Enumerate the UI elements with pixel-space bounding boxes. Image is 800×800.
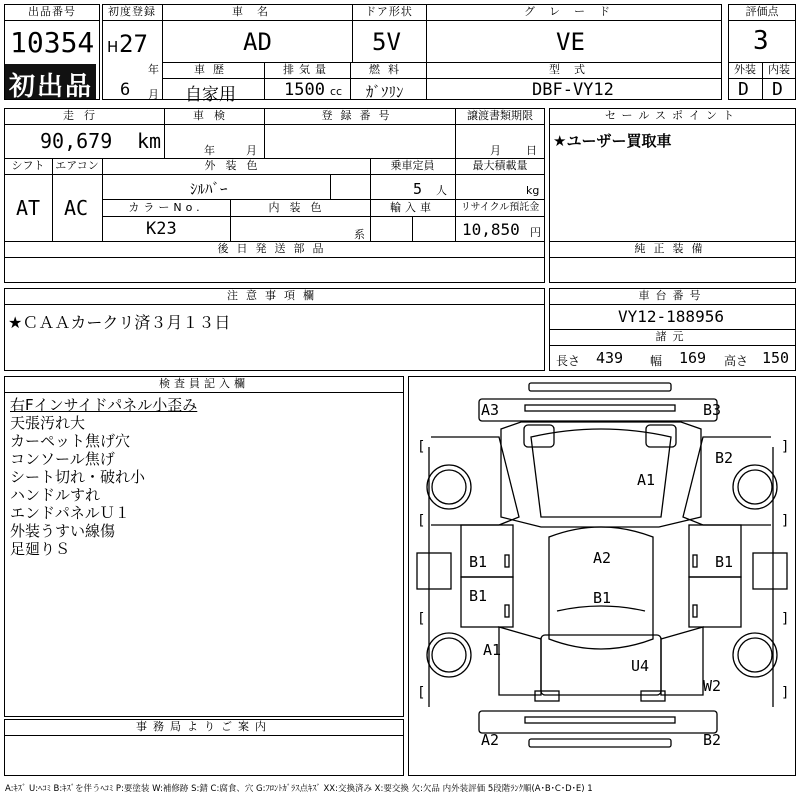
remark-line: 右Fインサイドパネル小歪み: [10, 396, 198, 414]
history-label: 車歴: [194, 63, 232, 76]
damage-mark: A1: [483, 641, 502, 659]
svg-text:]: ]: [781, 685, 790, 701]
svg-text:[: [: [417, 513, 426, 529]
height: 150: [762, 349, 790, 367]
inspection-label: 車検: [193, 109, 235, 122]
mileage-label: 走行: [63, 109, 105, 122]
exterior-grade-label: 外装: [734, 63, 756, 76]
remark-line: コンソール焦げ: [10, 450, 115, 468]
recycle-unit: 円: [530, 226, 541, 239]
specs-label: 諸元: [655, 330, 690, 343]
lot-label: 出品番号: [28, 5, 76, 18]
car-diagram: [408, 376, 796, 776]
score: 3: [753, 26, 769, 56]
svg-text:]: ]: [781, 513, 790, 529]
car-name-label: 車名: [232, 5, 282, 18]
remark-line: カーペット焦げ穴: [10, 432, 131, 450]
mileage-unit: km: [137, 129, 162, 153]
damage-mark: A2: [481, 731, 500, 749]
mileage: 90,679: [40, 129, 113, 153]
remark-line: シート切れ・破れ小: [10, 468, 146, 486]
exterior-color-label: 外装色: [204, 159, 268, 172]
remark-line: エンドパネルＵ１: [10, 504, 130, 522]
remark-line: 天張汚れ大: [10, 414, 86, 432]
max-load-unit: kg: [526, 184, 540, 197]
inspection-month-unit: 月: [246, 144, 257, 157]
grade-label: グレード: [524, 5, 624, 18]
exterior-grade: D: [738, 79, 749, 100]
car-diagram-drawing: [409, 377, 795, 775]
damage-mark: B3: [703, 401, 722, 419]
damage-mark: A2: [593, 549, 612, 567]
height-label: 高さ: [724, 354, 749, 368]
chassis-label: 車台番号: [638, 289, 707, 302]
remark-line: ハンドルすれ: [10, 486, 101, 504]
damage-mark: B2: [715, 449, 734, 467]
sales-point-label: セールスポイント: [604, 109, 740, 122]
genuine-label: 純正装備: [634, 242, 711, 255]
svg-text:]: ]: [781, 611, 790, 627]
later-parts-label: 後日発送部品: [217, 242, 332, 255]
fuel: ｶﾞｿﾘﾝ: [366, 83, 404, 101]
damage-mark: B1: [469, 587, 488, 605]
chassis: VY12-188956: [618, 307, 724, 326]
door-label: ドア形状: [365, 5, 413, 18]
remark-line: 外装うすい線傷: [10, 522, 116, 540]
recycle: 10,850: [462, 220, 520, 239]
model: DBF-VY12: [532, 80, 614, 100]
caution-label: 注意事項欄: [227, 289, 322, 302]
sales-point: ★ユーザー買取車: [553, 132, 672, 150]
damage-mark: A1: [637, 471, 656, 489]
exterior-color: ｼﾙﾊﾞｰ: [190, 180, 228, 198]
fuel-label: 燃料: [369, 63, 407, 76]
shift-label: シフト: [11, 159, 45, 172]
svg-text:]: ]: [781, 439, 790, 455]
damage-mark: B1: [469, 553, 488, 571]
inspector-label: 検査員記入欄: [159, 377, 249, 390]
color-no-label: カラーNo.: [128, 201, 204, 214]
transfer-month-unit: 月: [490, 144, 501, 157]
inspection-year-unit: 年: [204, 144, 215, 157]
interior-color-unit: 系: [354, 228, 365, 241]
capacity: 5: [413, 180, 423, 198]
score-label: 評価点: [745, 5, 779, 18]
damage-mark: B1: [593, 589, 612, 607]
model-label: 型式: [549, 63, 599, 76]
displacement-unit: cc: [330, 85, 343, 98]
reg-number-label: 登録番号: [321, 109, 398, 122]
import-label: 輸入車: [390, 201, 435, 214]
reg-month: 6: [120, 80, 131, 100]
ac: AC: [64, 196, 89, 220]
capacity-unit: 人: [436, 184, 447, 197]
car-name: AD: [243, 28, 272, 56]
displacement-label: 排気量: [283, 63, 331, 76]
reg-year: 27: [119, 30, 148, 58]
capacity-label: 乗車定員: [390, 159, 435, 172]
damage-mark: U4: [631, 657, 650, 675]
interior-color-label: 内装色: [268, 201, 332, 214]
damage-mark: B1: [715, 553, 734, 571]
interior-grade: D: [772, 79, 783, 100]
width-label: 幅: [650, 354, 663, 368]
caution-text: ★ＣＡＡカークリ済３月１３日: [8, 313, 231, 332]
recycle-label: リサイクル預託金: [460, 202, 540, 213]
damage-mark: B2: [703, 731, 722, 749]
inspector-remarks: [10, 396, 197, 558]
damage-mark: A3: [481, 401, 500, 419]
legend: A:ｷｽﾞ U:ﾍｺﾐ B:ｷｽﾞを伴うﾍｺﾐ P:要塗装 W:補修跡 S:錆 C:腐食、穴 G:ﾌﾛﾝﾄｶﾞﾗｽ点ｷｽﾞ XX:交換済み X:要交換 欠:欠品 内外装評価 5段階ﾗﾝｸ順(A･B･C･D･E) 1: [5, 784, 593, 794]
svg-text:[: [: [417, 685, 426, 701]
transfer-label: 譲渡書類期限: [467, 109, 533, 122]
reg-month-unit: 月: [148, 88, 159, 101]
max-load-label: 最大積載量: [472, 159, 528, 172]
damage-mark: W2: [703, 677, 722, 695]
svg-text:[: [: [417, 611, 426, 627]
transfer-day-unit: 日: [526, 144, 537, 157]
office-label: 事務局よりご案内: [136, 720, 272, 733]
shift: AT: [16, 196, 41, 220]
lot-number: 10354: [10, 26, 95, 59]
era: H: [107, 38, 119, 56]
first-listing-text: 初出品: [9, 72, 94, 102]
width: 169: [679, 349, 707, 367]
length-label: 長さ: [556, 354, 581, 368]
length: 439: [596, 349, 624, 367]
grade: VE: [556, 28, 585, 56]
reg-year-unit: 年: [148, 63, 159, 76]
svg-text:[: [: [417, 439, 426, 455]
door: 5V: [372, 28, 401, 56]
interior-grade-label: 内装: [768, 63, 790, 76]
history: 自家用: [185, 85, 236, 105]
remark-line: 足廻りＳ: [10, 540, 71, 558]
first-reg-label: 初度登録: [108, 5, 156, 18]
color-no: K23: [146, 219, 177, 239]
ac-label: エアコン: [55, 159, 99, 172]
displacement: 1500: [284, 80, 325, 100]
